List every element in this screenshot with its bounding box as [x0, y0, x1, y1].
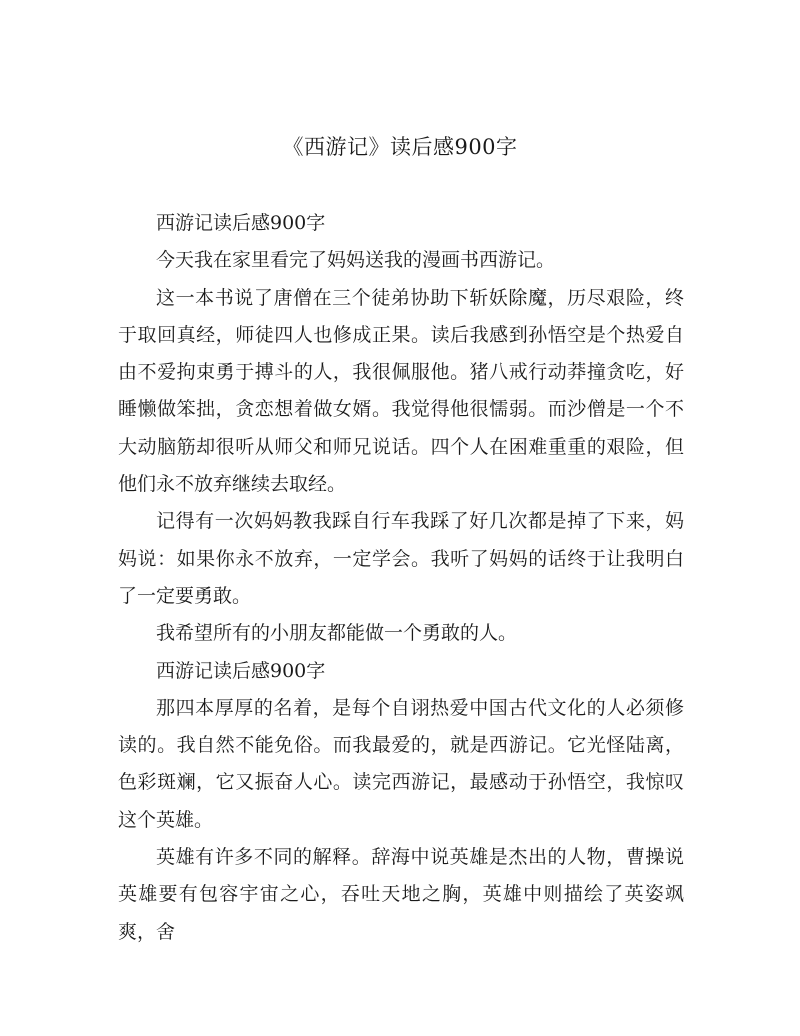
body-paragraph: 我希望所有的小朋友都能做一个勇敢的人。: [156, 622, 518, 645]
document-body: [118, 205, 684, 951]
subheading-paragraph: 西游记读后感900字: [156, 659, 326, 682]
document-title: 《西游记》读后感900字: [282, 135, 518, 159]
body-paragraph: 这一本书说了唐僧在三个徒弟协助下斩妖除魔，历尽艰险，终于取回真经，师徒四人也修成正果。读后我感到孙悟空是个热爱自由不爱拘束勇于搏斗的人，我很佩服他。猪八戒行动莽撞贪吃，好睡懒做笨拙，贪恋想着做女婿。我觉得他很懦弱。而沙僧是一个不大动脑筋却很听从师父和师兄说话。四个人在困难重重的艰险，但他们永不放弃继续去取经。: [118, 286, 684, 496]
body-paragraph: 那四本厚厚的名着，是每个自诩热爱中国古代文化的人必须修读的。我自然不能免俗。而我最爱的，就是西游记。它光怪陆离，色彩斑斓，它又振奋人心。读完西游记，最感动于孙悟空，我惊叹这个英雄。: [118, 696, 684, 831]
body-paragraph: 今天我在家里看完了妈妈送我的漫画书西游记。: [156, 249, 556, 272]
subheading-paragraph: 西游记读后感900字: [156, 212, 326, 234]
body-paragraph: 记得有一次妈妈教我踩自行车我踩了好几次都是掉了下来，妈妈说：如果你永不放弃，一定学会。我听了妈妈的话终于让我明白了一定要勇敢。: [118, 510, 684, 607]
body-paragraph: 英雄有许多不同的解释。辞海中说英雄是杰出的人物，曹操说英雄要有包容宇宙之心，吞吐天地之胸，英雄中则描绘了英姿飒爽，舍: [118, 846, 684, 943]
